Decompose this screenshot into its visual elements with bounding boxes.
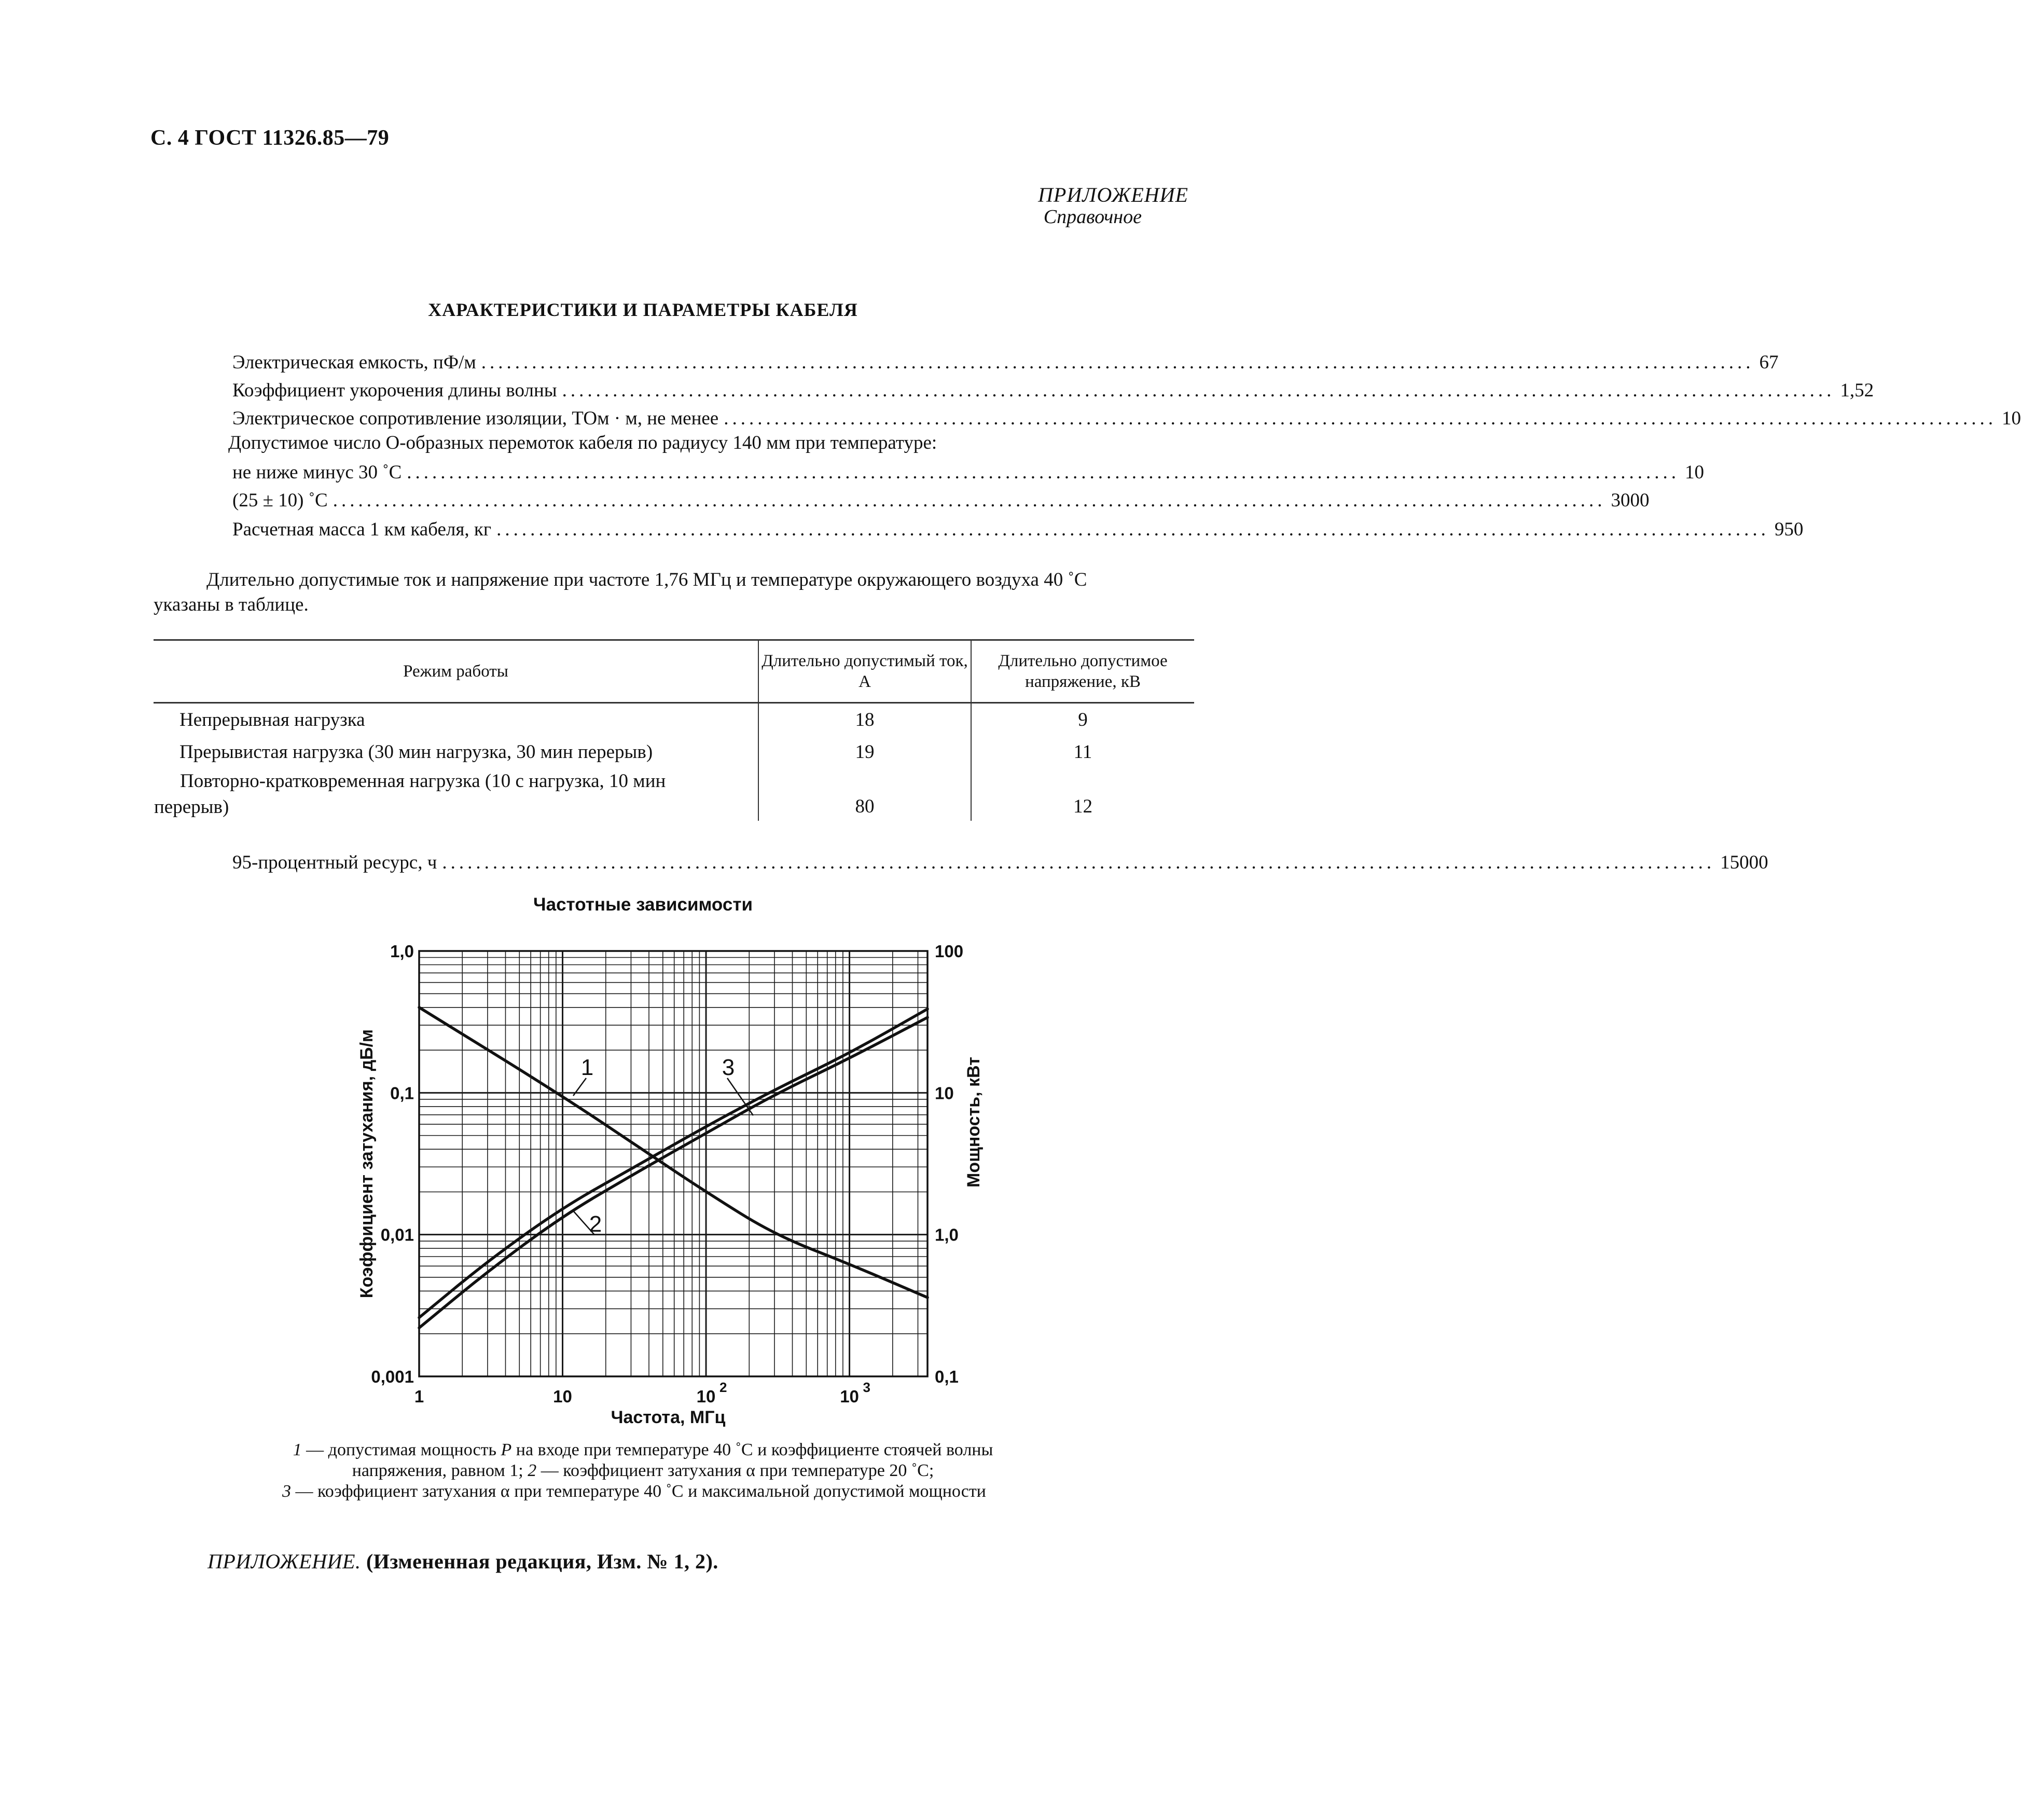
page-header: С. 4 ГОСТ 11326.85—79 [150,126,390,150]
y-tick-label: 0,001 [371,1367,414,1386]
voltage-cell: 11 [971,736,1194,768]
caption-text: на входе при температуре 40 ˚С и коэффициенте стоячей волны [511,1440,993,1459]
leader-dots: ....................................................................................................................................................... [724,408,1997,429]
y2-tick-label: 100 [935,942,964,961]
spec-label: не ниже минус 30 ˚С [232,462,402,483]
caption-num: 3 [282,1482,291,1501]
x-tick-exponent: 2 [719,1380,727,1395]
section-title: ХАРАКТЕРИСТИКИ И ПАРАМЕТРЫ КАБЕЛЯ [428,299,858,320]
current-cell: 18 [758,703,971,736]
leader-dots: ....................................................................................................................................................... [481,352,1754,373]
leader-dots: ....................................................................................................................................................... [442,852,1715,873]
chart-title: Частотные зависимости [533,894,753,915]
spec-value: 3000 [1611,490,1650,511]
x-tick-label: 10 [553,1387,572,1406]
spec-label: Расчетная масса 1 км кабеля, кг [232,519,492,540]
footer-note [207,1549,718,1574]
series-label: 3 [722,1055,735,1080]
table-header: Длительно допустимый ток, А [758,640,971,703]
spec-label: Коэффициент укорочения длины волны [232,380,557,401]
table-header: Режим работы [154,640,758,703]
series-label: 1 [580,1055,594,1080]
x-axis-label: Частота, МГц [611,1408,726,1427]
x-tick-label: 10 [840,1387,859,1406]
y2-axis-label: Мощность, кВт [964,1057,984,1188]
spec-label: Электрическое сопротивление изоляции, ТОм · м, не менее [232,408,719,429]
x-tick-label: 1 [414,1387,424,1406]
caption-text: напряжения, равном 1; [352,1461,528,1480]
y2-tick-label: 0,1 [935,1367,959,1386]
mode-cell: Непрерывная нагрузка [179,709,365,730]
spec-value: 950 [1774,519,1804,540]
current-cell: 19 [758,736,971,768]
resource-value: 15000 [1720,852,1768,873]
spec-value: 10 [1685,462,1705,483]
caption-num: 1 [293,1440,302,1459]
footer-label: ПРИЛОЖЕНИЕ. [207,1550,361,1573]
spec-value: 1,52 [1840,380,1874,401]
caption-line-3 [282,1482,1164,1501]
spec-label: (25 ± 10) ˚С [232,490,328,511]
leader-dots: ....................................................................................................................................................... [333,490,1606,511]
plot-frame [419,951,928,1376]
caption-line-1 [0,1440,1286,1460]
x-tick-exponent: 3 [863,1380,871,1395]
series-line-2 [419,1017,928,1328]
leader-dots: ....................................................................................................................................................... [407,462,1680,483]
series-label: 2 [589,1211,602,1237]
x-tick-label: 10 [696,1387,716,1406]
spec-value: 67 [1759,352,1779,373]
appendix-sub: Справочное [1043,206,1142,228]
leader-dots: ....................................................................................................................................................... [496,519,1769,540]
caption-line-2 [0,1461,1286,1481]
mode-line-1: Повторно-кратковременная нагрузка (10 с нагрузка, 10 мин [180,770,666,792]
caption-text: — допустимая мощность [301,1440,501,1459]
intro-line-1: Длительно допустимые ток и напряжение при частоте 1,76 МГц и температуре окружающего воздуха 40 ˚С [206,569,1087,590]
footer-text: (Измененная редакция, Изм. № 1, 2). [366,1550,718,1573]
y-tick-label: 1,0 [390,942,414,961]
voltage-cell: 12 [971,768,1194,821]
spec-value: 10 [2001,408,2021,429]
resource-label: 95-процентный ресурс, ч [232,852,437,873]
appendix-label: ПРИЛОЖЕНИЕ [1038,183,1188,206]
spec-label: Электрическая емкость, пФ/м [232,352,476,373]
y2-tick-label: 10 [935,1083,954,1103]
y2-tick-label: 1,0 [935,1225,959,1245]
intro-line-2: указаны в таблице. [154,594,309,615]
leader-dots: ....................................................................................................................................................... [562,380,1835,401]
y-tick-label: 0,1 [390,1083,414,1103]
caption-var: P [501,1440,512,1459]
y-tick-label: 0,01 [380,1225,414,1245]
current-cell: 80 [758,768,971,821]
mode-line-2: перерыв) [154,796,229,818]
voltage-cell: 9 [971,703,1194,736]
caption-text: — коэффициент затухания α при температуре 40 ˚С и максимальной допустимой мощности [291,1482,986,1501]
spec-heading: Допустимое число О-образных перемоток кабеля по радиусу 140 мм при температуре: [228,432,937,453]
y-axis-label: Коэффициент затухания, дБ/м [357,1029,377,1299]
caption-num: 2 [528,1461,537,1480]
mode-cell: Прерывистая нагрузка (30 мин нагрузка, 30 мин перерыв) [179,741,653,763]
caption-text: — коэффициент затухания α при температуре 20 ˚С; [536,1461,934,1480]
table-header: Длительно допустимое напряжение, кВ [971,640,1194,703]
